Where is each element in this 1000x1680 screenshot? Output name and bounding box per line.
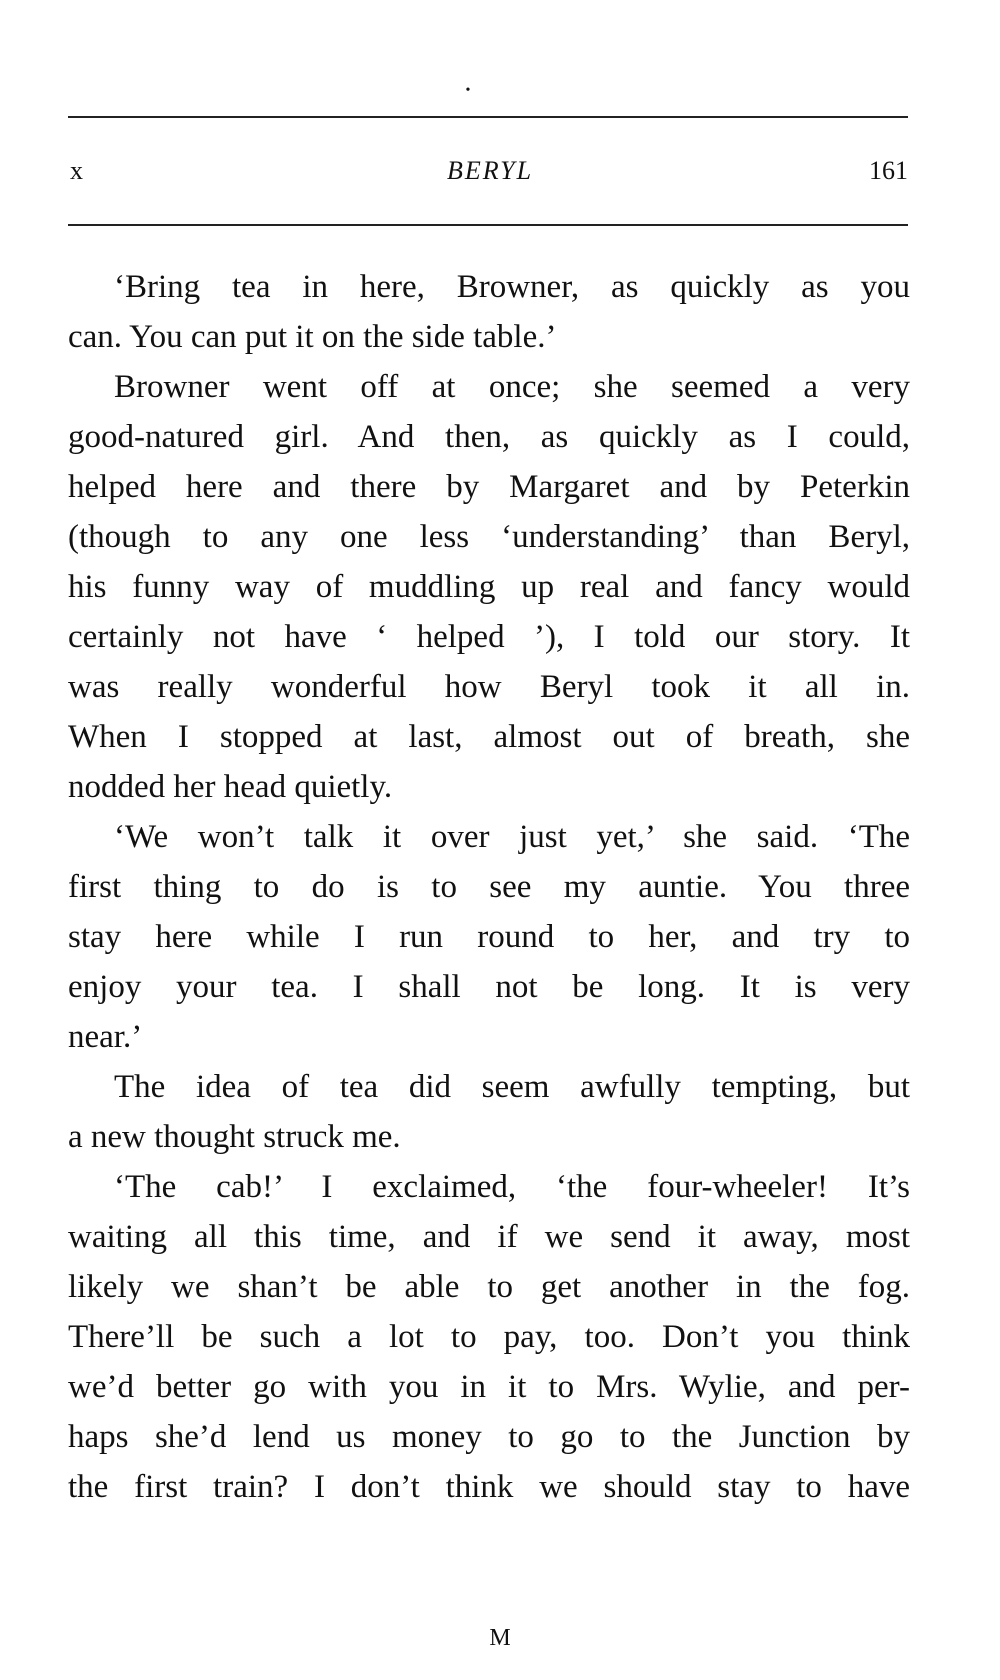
text-line: When I stopped at last, almost out of breath, she — [68, 719, 910, 755]
text-line: waiting all this time, and if we send it away, most — [68, 1219, 910, 1255]
text-line: certainly not have ‘ helped ’), I told our story. It — [68, 619, 910, 655]
text-line: can. You can put it on the side table.’ — [68, 319, 557, 355]
signature-mark: M — [489, 1625, 511, 1651]
header-rule-top — [68, 116, 908, 118]
text-line: haps she’d lend us money to go to the Junction by — [68, 1419, 910, 1455]
text-line: we’d better go with you in it to Mrs. Wylie, and per- — [68, 1369, 910, 1405]
text-line: stay here while I run round to her, and try to — [68, 919, 910, 955]
text-line: helped here and there by Margaret and by Peterkin — [68, 469, 910, 505]
chapter-number: x — [70, 156, 83, 185]
page-number: 161 — [869, 156, 908, 185]
text-line: ‘The cab!’ I exclaimed, ‘the four-wheeler! It’s — [114, 1169, 910, 1205]
body-text — [68, 262, 910, 1512]
text-line: the first train? I don’t think we should stay to have — [68, 1469, 910, 1505]
text-line: was really wonderful how Beryl took it all in. — [68, 669, 910, 705]
text-line: ‘Bring tea in here, Browner, as quickly as you — [114, 269, 910, 305]
text-line: good-natured girl. And then, as quickly as I could, — [68, 419, 910, 455]
text-line: There’ll be such a lot to pay, too. Don’t you think — [68, 1319, 910, 1355]
text-line: Browner went off at once; she seemed a very — [114, 369, 910, 405]
text-line: ‘We won’t talk it over just yet,’ she said. ‘The — [114, 819, 910, 855]
text-line: (though to any one less ‘understanding’ than Beryl, — [68, 519, 910, 555]
text-line: enjoy your tea. I shall not be long. It is very — [68, 969, 910, 1005]
text-line: near.’ — [68, 1019, 143, 1055]
top-ornament-mark: • — [465, 83, 471, 98]
text-line: The idea of tea did seem awfully tempting, but — [114, 1069, 910, 1105]
header-rule-bottom — [68, 224, 908, 226]
running-title: BERYL — [446, 156, 534, 185]
text-line: nodded her head quietly. — [68, 769, 393, 805]
text-line: likely we shan’t be able to get another in the fog. — [68, 1269, 910, 1305]
text-line: a new thought struck me. — [68, 1119, 401, 1155]
text-line: his funny way of muddling up real and fancy would — [68, 569, 910, 605]
text-line: first thing to do is to see my auntie. You three — [68, 869, 910, 905]
